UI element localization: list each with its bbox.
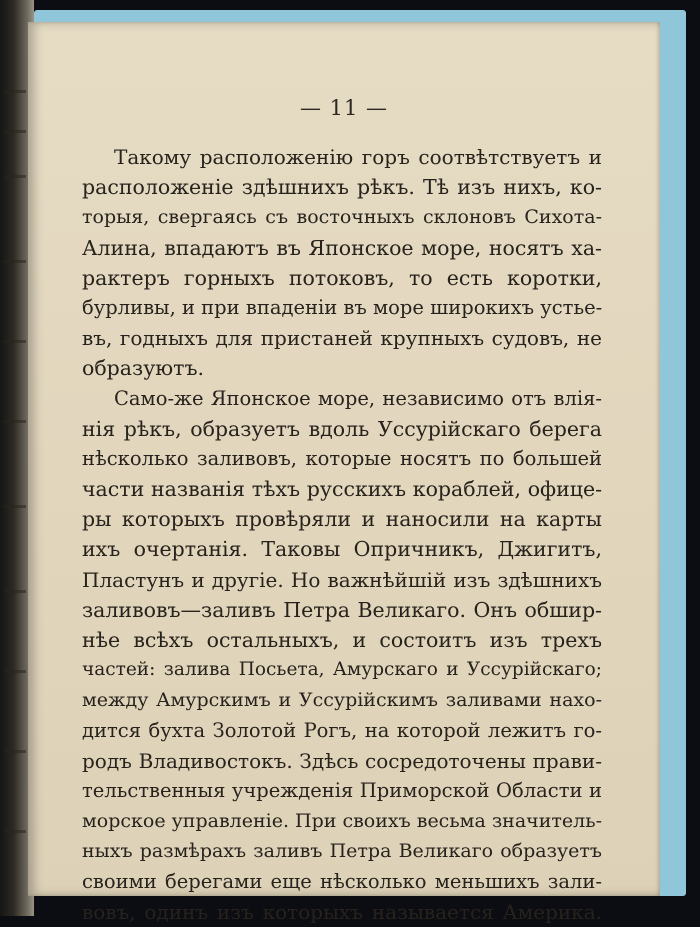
text-line: торыя, свергаясь съ восточныхъ склоновъ Сихота- [82,206,602,229]
text-line: части названія тѣхъ русскихъ кораблей, офице- [82,477,602,502]
text-line: между Амурскимъ и Уссурійскимъ заливами нахо- [82,689,602,712]
text-line: ныхъ размѣрахъ заливъ Петра Великаго образуетъ [82,840,602,863]
text-line: нѣе всѣхъ остальныхъ, и состоитъ изъ трехъ [82,628,602,652]
text-line: расположеніе здѣшнихъ рѣкъ. Тѣ изъ нихъ, ко- [82,175,602,200]
text-line: заливовъ—заливъ Петра Великаго. Онъ обшир- [82,597,602,622]
text-line: ихъ очертанія. Таковы Опричникъ, Джигитъ, [82,537,602,562]
text-line: въ, годныхъ для пристаней крупныхъ судовъ, не [82,326,602,351]
text-line: родъ Владивостокъ. Здѣсь сосредоточены прави- [82,748,602,773]
page-number: — 11 — [299,96,389,120]
text-line: Алина, впадаютъ въ Японское море, носятъ ха- [82,235,602,260]
text-line: нѣсколько заливовъ, которые носятъ по большей [82,446,602,470]
text-line: морское управленіе. При своихъ весьма значитель- [82,810,602,833]
text-line: рактеръ горныхъ потоковъ, то есть коротки, [82,265,602,290]
text-line: Такому расположенію горъ соотвѣтствуетъ и [114,145,602,169]
text-line: тельственныя учрежденія Приморской Области и [82,778,602,802]
text-line: ры которыхъ провѣряли и наносили на карты [82,507,602,532]
text-line: Пластунъ и другіе. Но важнѣйшій изъ здѣшнихъ [82,567,602,592]
text-line: дится бухта Золотой Рогъ, на которой лежитъ го- [82,718,602,742]
text-line: образуютъ. [82,356,205,381]
text-line: своими берегами еще нѣсколько меньшихъ зали- [82,869,602,893]
text-line: нія рѣкъ, образуетъ вдоль Уссурійскаго берега [82,416,602,441]
text-line: Само-же Японское море, независимо отъ влія- [114,386,602,410]
book-page [28,22,660,924]
text-line: частей: залива Посьета, Амурскаго и Уссурійскаго; [82,659,602,681]
body-text [82,142,602,927]
text-line: вовъ, одинъ изъ которыхъ называется Америка. [82,899,602,924]
text-line: бурливы, и при впаденіи въ море широкихъ устье- [82,295,602,319]
